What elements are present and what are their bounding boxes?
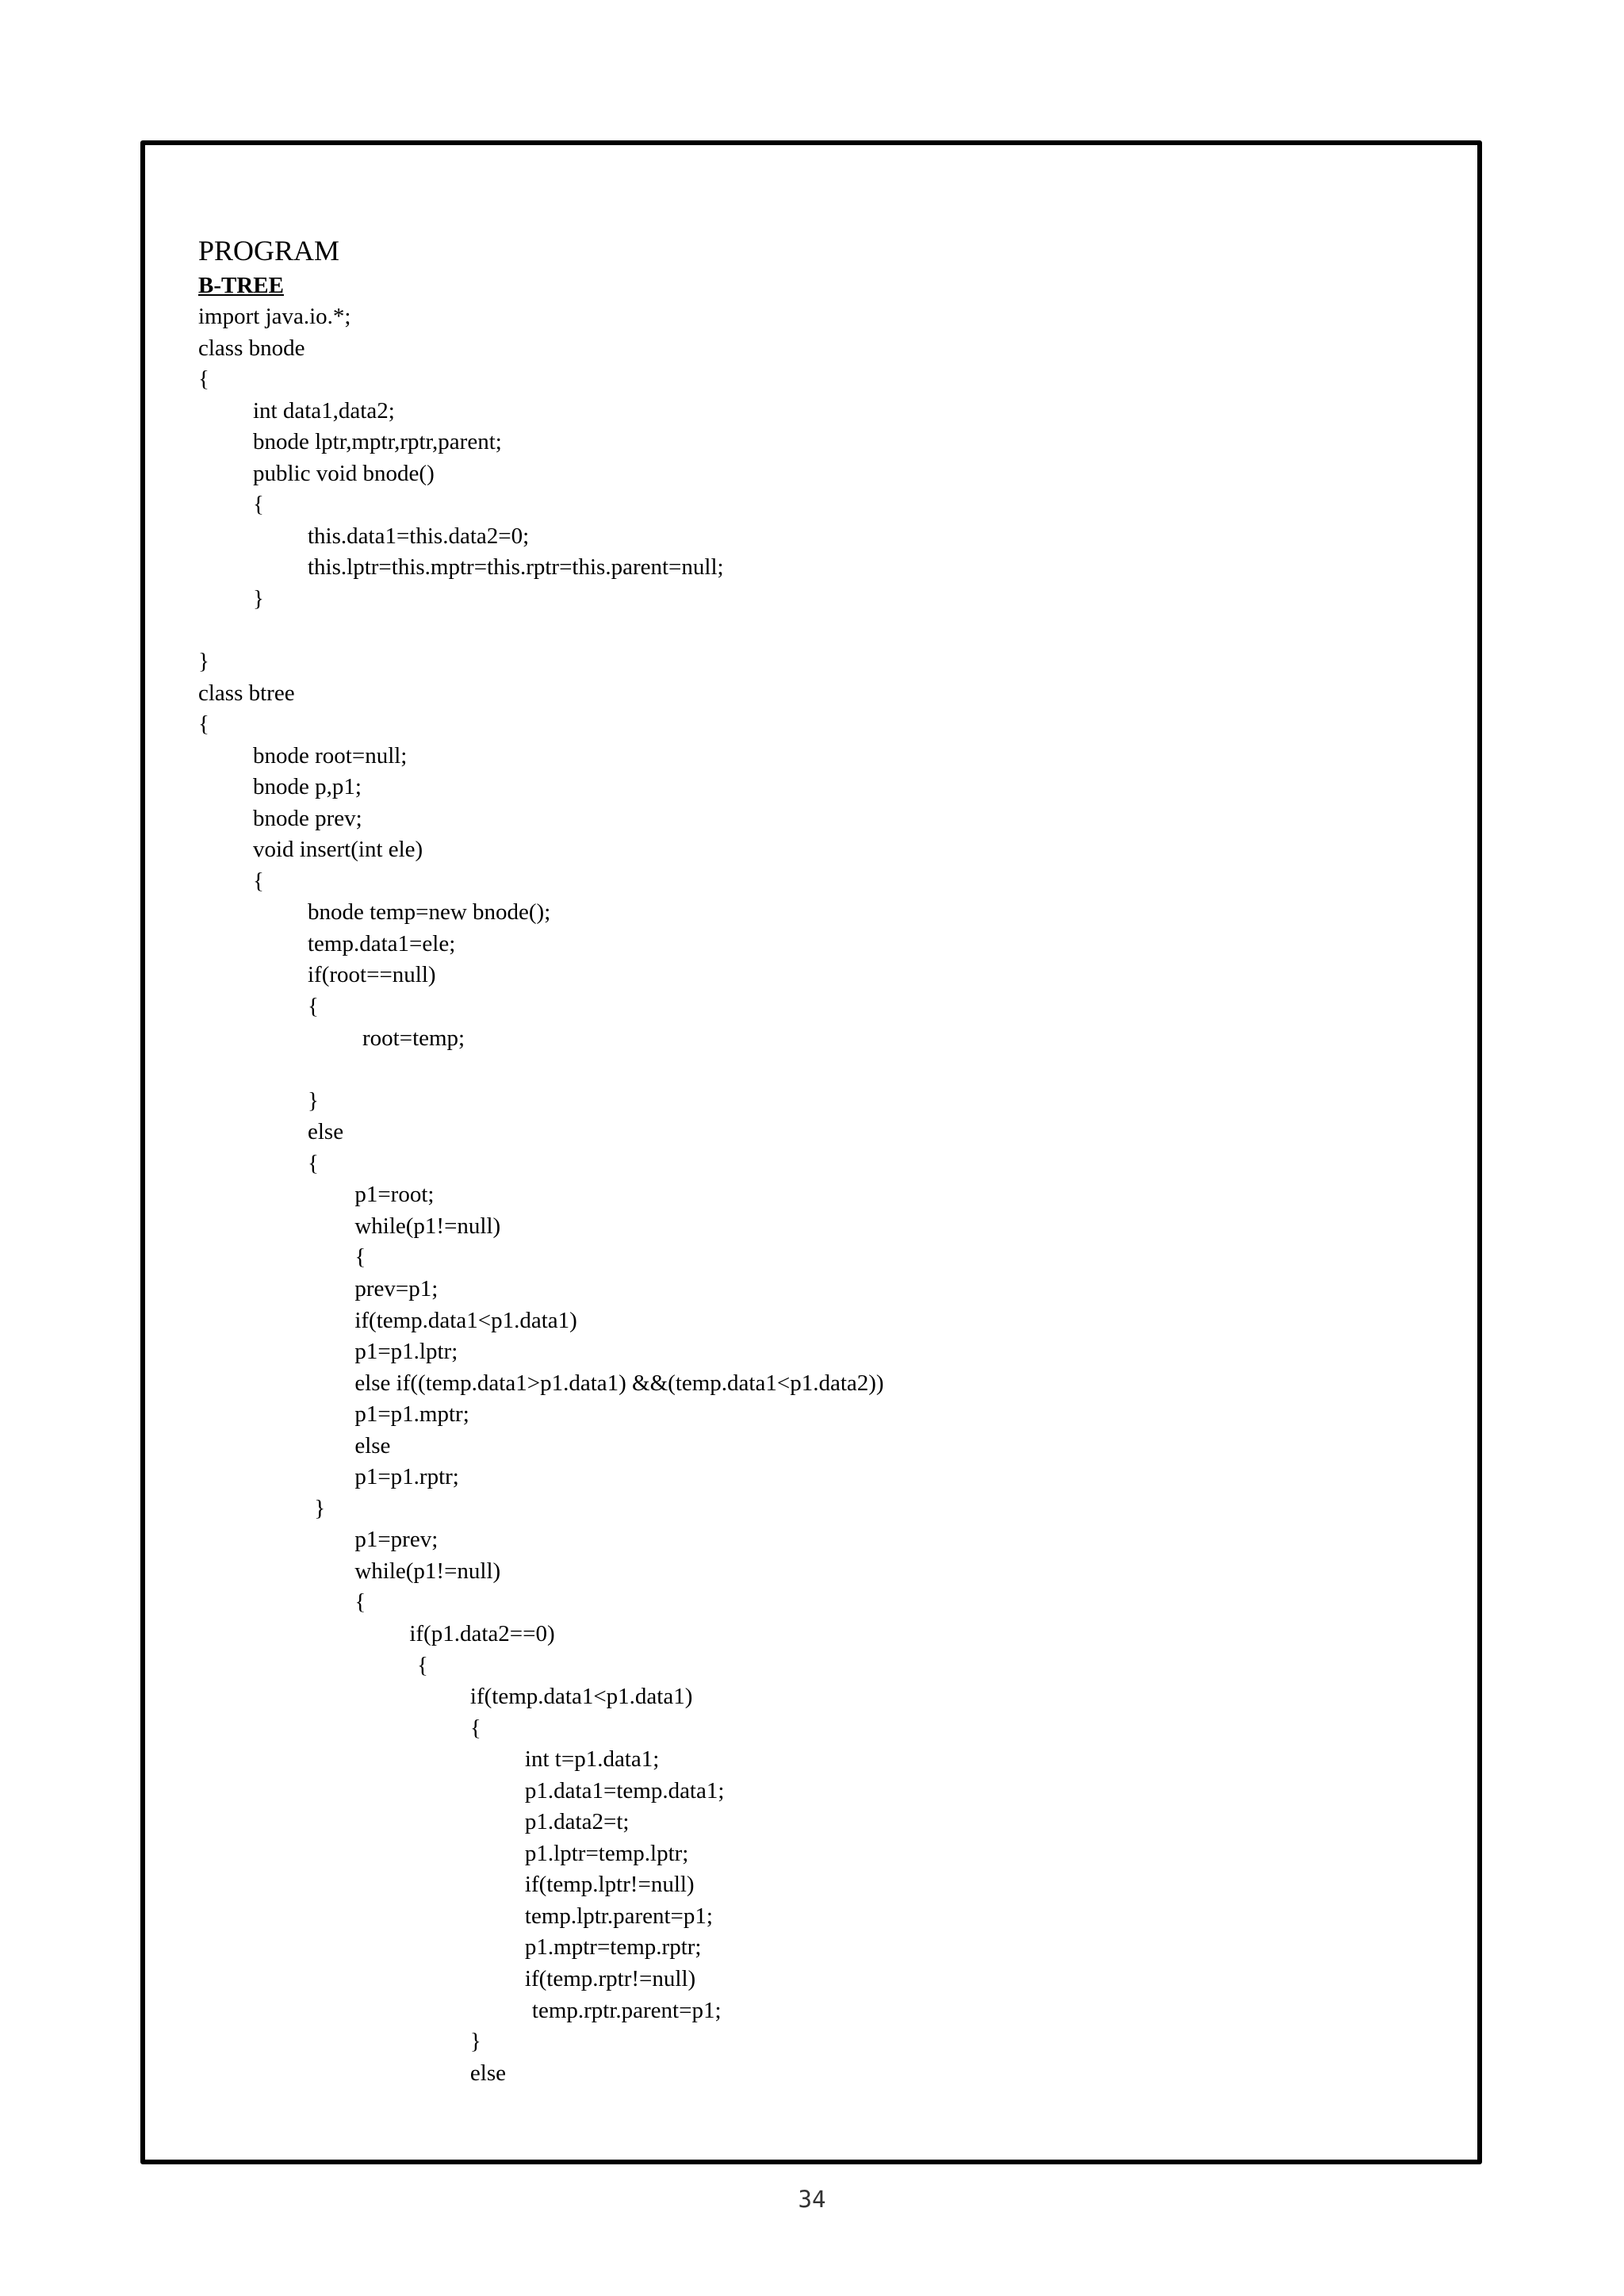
- code-line: p1.mptr=temp.rptr;: [524, 1934, 702, 1961]
- page-number: 34: [798, 2186, 826, 2213]
- code-line: }: [308, 1087, 319, 1114]
- code-line: p1=p1.mptr;: [354, 1401, 469, 1428]
- program-heading: PROGRAM: [198, 235, 340, 266]
- code-line: class bnode: [198, 335, 305, 361]
- code-line: if(temp.data1<p1.data1): [469, 1684, 693, 1710]
- code-line: import java.io.*;: [198, 304, 351, 329]
- code-line: {: [198, 366, 209, 393]
- code-line: root=temp;: [362, 1025, 465, 1051]
- code-line: p1.data1=temp.data1;: [524, 1777, 725, 1803]
- code-line: temp.data1=ele;: [308, 930, 456, 956]
- code-line: {: [198, 711, 209, 738]
- code-line: class btree: [198, 680, 295, 706]
- code-line: }: [314, 1495, 326, 1521]
- code-line: if(temp.rptr!=null): [524, 1965, 696, 1991]
- code-line: }: [198, 649, 209, 675]
- code-line: int data1,data2;: [253, 397, 395, 424]
- code-line: while(p1!=null): [354, 1213, 501, 1239]
- code-line: public void bnode(): [253, 460, 435, 486]
- code-line: p1=p1.rptr;: [354, 1464, 459, 1490]
- code-block: [198, 301, 1435, 2089]
- code-line: {: [354, 1244, 366, 1271]
- code-line: while(p1!=null): [354, 1558, 501, 1584]
- code-line: if(root==null): [308, 962, 436, 988]
- code-line: temp.rptr.parent=p1;: [531, 1997, 722, 2023]
- code-line: p1=root;: [354, 1182, 435, 1208]
- code-line: p1=p1.lptr;: [354, 1339, 458, 1365]
- code-line: p1.lptr=temp.lptr;: [524, 1840, 689, 1866]
- code-line: this.lptr=this.mptr=this.rptr=this.parent=null;: [308, 554, 724, 581]
- code-line: bnode lptr,mptr,rptr,parent;: [253, 429, 502, 455]
- code-line: {: [417, 1652, 428, 1678]
- code-line: {: [308, 994, 319, 1020]
- code-line: else: [308, 1119, 344, 1145]
- code-line: {: [354, 1589, 366, 1616]
- code-line: void insert(int ele): [253, 837, 423, 863]
- code-line: {: [308, 1150, 319, 1176]
- code-line: {: [253, 868, 264, 894]
- code-line: temp.lptr.parent=p1;: [524, 1903, 713, 1929]
- code-line: bnode p,p1;: [253, 774, 362, 800]
- code-line: prev=p1;: [354, 1275, 439, 1301]
- code-line: this.data1=this.data2=0;: [308, 523, 530, 549]
- code-line: {: [469, 1715, 481, 1741]
- code-line: bnode root=null;: [253, 742, 408, 769]
- code-line: if(p1.data2==0): [409, 1620, 555, 1646]
- code-line: bnode temp=new bnode();: [308, 899, 551, 926]
- code-line: if(temp.data1<p1.data1): [354, 1307, 577, 1333]
- code-line: else if((temp.data1>p1.data1) &&(temp.data1<p1.data2)): [354, 1370, 884, 1396]
- code-line: p1=prev;: [354, 1527, 439, 1553]
- b-tree-subheading: B-TREE: [198, 273, 284, 298]
- document-content: [198, 232, 1435, 2089]
- code-line: [198, 1054, 1435, 1086]
- code-line: if(temp.lptr!=null): [524, 1872, 695, 1898]
- code-line: {: [253, 492, 264, 518]
- code-line: }: [253, 585, 264, 611]
- code-line: }: [469, 2029, 481, 2055]
- code-line: else: [469, 2060, 507, 2086]
- code-line: else: [354, 1432, 391, 1458]
- code-line: bnode prev;: [253, 805, 362, 831]
- code-line: p1.data2=t;: [524, 1809, 630, 1835]
- code-line: [198, 615, 1435, 646]
- code-line: int t=p1.data1;: [524, 1746, 660, 1773]
